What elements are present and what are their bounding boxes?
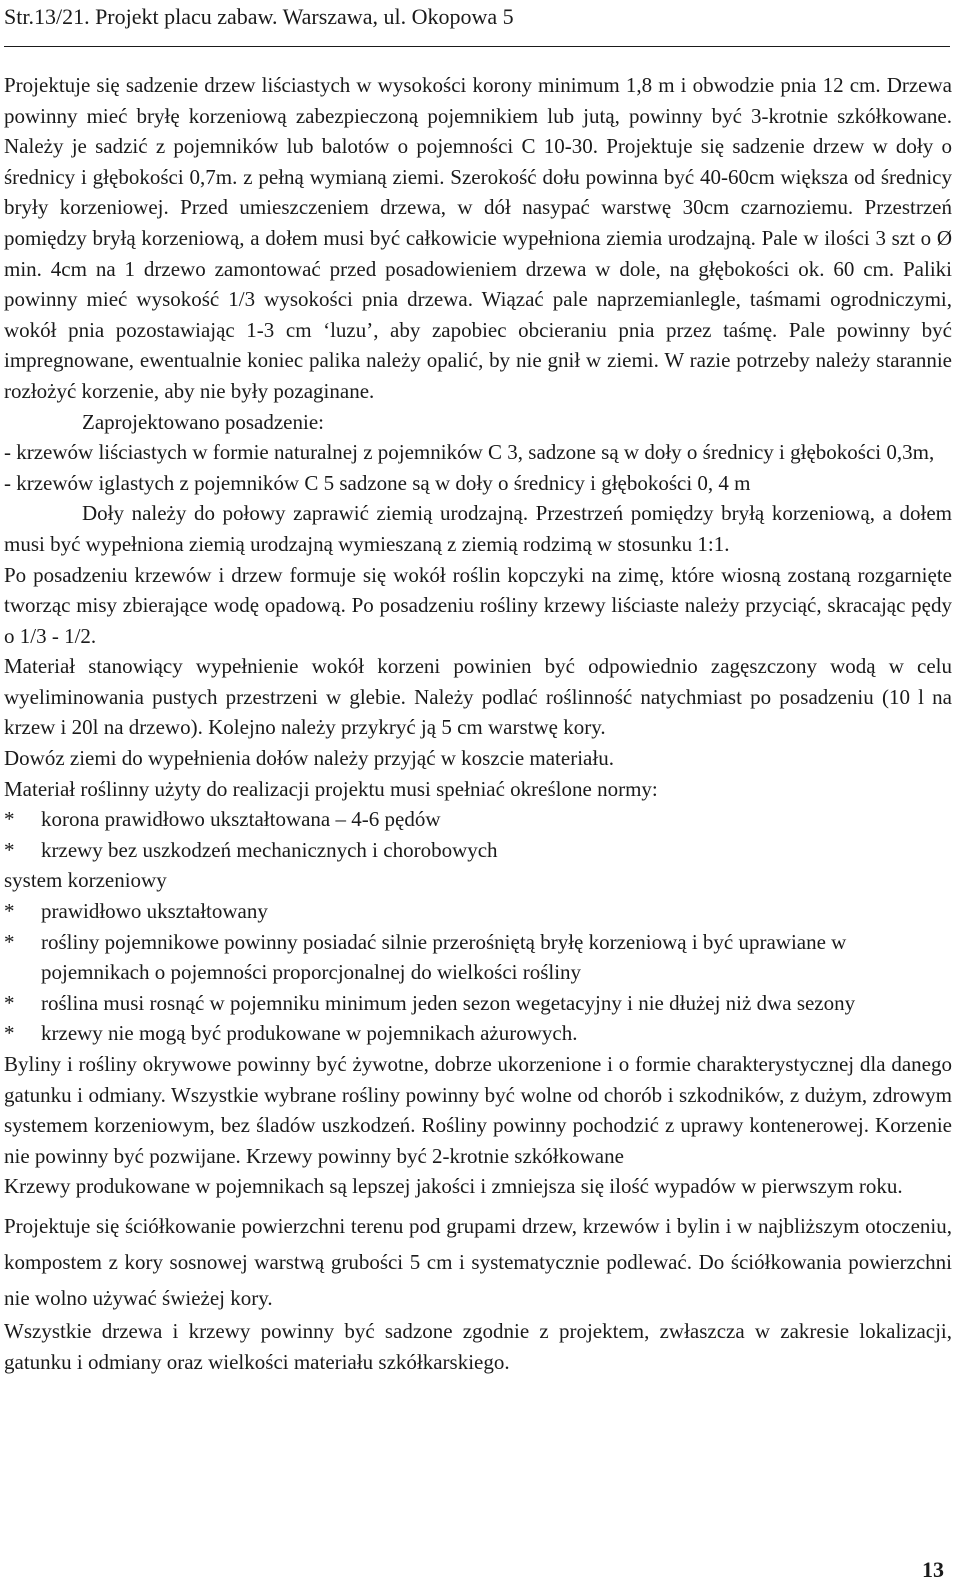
list-item-text: krzewy nie mogą być produkowane w pojemnikach ażurowych. — [41, 1021, 578, 1046]
bullet-star: * — [4, 837, 15, 862]
bullet-star: * — [4, 929, 15, 954]
list-item-text: roślina musi rosnąć w pojemniku minimum jeden sezon wegetacyjny i nie dłużej niż dwa sezony — [41, 990, 856, 1015]
paragraph-deciduous-shrubs: - krzewów liściastych w formie naturalnej z pojemników C 3, sadzone są w doły o średnicy i głębokości 0,3m, — [4, 440, 935, 465]
paragraph-watering: Materiał stanowiący wypełnienie wokół korzeni powinien być odpowiednio zagęszczony wodą w celu wyeliminowania pustych przestrzeni w glebie. Należy podlać roślinność natychmiast po posadzeniu (10 l na krzew i 20l na drzewo). Kolejno należy przykryć ją 5 cm warstwę kory. — [4, 654, 952, 740]
bullet-star: * — [4, 899, 15, 924]
list-item — [4, 835, 952, 866]
paragraph-pits: Doły należy do połowy zaprawić ziemią urodzajną. Przestrzeń pomiędzy bryłą korzeniową, a dołem musi być wypełniona ziemią urodzajną wymieszaną z ziemią rodzimą w stosunku 1:1. — [4, 501, 952, 556]
page-number: 13 — [922, 1557, 944, 1582]
paragraph-mulching: Projektuje się ściółkowanie powierzchni terenu pod grupami drzew, krzewów i bylin i w najbliższym otoczeniu, kompostem z kory sosnowej warstwą grubości 5 cm i systematycznie podlewać. Do ściółkowania powierzchni nie wolno używać świeżej kory. — [4, 1213, 952, 1310]
page-header: Str.13/21. Projekt placu zabaw. Warszawa, ul. Okopowa 5 — [4, 4, 514, 29]
list-item — [4, 804, 952, 835]
list-item — [4, 896, 952, 927]
paragraph-soil-delivery: Dowóz ziemi do wypełnienia dołów należy przyjąć w koszcie materiału. — [4, 746, 614, 771]
paragraph-root-system: system korzeniowy — [4, 868, 167, 893]
paragraph-final-note: Wszystkie drzewa i krzewy powinny być sadzone zgodnie z projektem, zwłaszcza w zakresie lokalizacji, gatunku i odmiany oraz wielkości materiału szkółkarskiego. — [4, 1318, 952, 1374]
document-body — [4, 70, 952, 1377]
list-item-text: korona prawidłowo ukształtowana – 4-6 pędów — [41, 807, 441, 832]
header-divider — [4, 46, 950, 47]
bullet-star: * — [4, 1021, 15, 1046]
bullet-star: * — [4, 807, 15, 832]
list-item-text: rośliny pojemnikowe powinny posiadać silnie przerośniętą bryłę korzeniową i być uprawiane w pojemnikach o pojemności proporcjonalnej do wielkości rośliny — [41, 929, 847, 985]
paragraph-mounds: Po posadzeniu krzewów i drzew formuje się wokół roślin kopczyki na zimę, które wiosną zostaną rozgarnięte tworząc misy zbierające wodę opadową. Po posadzeniu rośliny krzewy liściaste należy przyciąć, skracając pędy o 1/3 - 1/2. — [4, 562, 952, 648]
paragraph-tree-planting: Projektuje się sadzenie drzew liściastych w wysokości korony minimum 1,8 m i obwodzie pnia 12 cm. Drzewa powinny mieć bryłę korzeniową zabezpieczoną pojemnikiem lub jutą, powinny być 3-krotnie szkółkowane. Należy je sadzić z pojemników lub balotów o pojemności C 10-30. Projektuje się sadzenie drzew w doły o średnicy i głębokości 0,7m. z pełną wymianą ziemi. Szerokość dołu powinna być 40-60cm większa od średnicy bryły korzeniowej. Przed umieszczeniem drzewa, w dół nasypać warstwę 30cm czarnoziemu. Przestrzeń pomiędzy bryłą korzeniową, a dołem musi być całkowicie wypełniona ziemia urodzajną. Pale w ilości 3 szt o Ø min. 4cm na 1 drzewo zamontować przed posadowieniem drzewa w dole, na głębokości ok. 60 cm. Paliki powinny mieć wysokość 1/3 wysokości pnia drzewa. Wiązać pale naprzemianlegle, taśmami ogrodniczymi, wokół pnia pozostawiając 1-3 cm ‘luzu’, aby zapobiec obcieraniu pnia przez taśmę. Pale powinny być impregnowane, ewentualnie koniec palika należy opalić, by nie gnił w ziemi. W razie potrzeby należy starannie rozłożyć korzenie, aby nie były pozaginane. — [4, 73, 952, 403]
paragraph-heading-planting: Zaprojektowano posadzenie: — [82, 409, 324, 434]
paragraph-norms: Materiał roślinny użyty do realizacji projektu musi spełniać określone normy: — [4, 776, 658, 801]
paragraph-conifer-shrubs: - krzewów iglastych z pojemników C 5 sadzone są w doły o średnicy i głębokości 0, 4 m — [4, 470, 751, 495]
list-item-text: krzewy bez uszkodzeń mechanicznych i chorobowych — [41, 837, 498, 862]
list-item — [4, 988, 952, 1019]
paragraph-container-shrubs: Krzewy produkowane w pojemnikach są lepszej jakości i zmniejsza się ilość wypadów w pierwszym roku. — [4, 1174, 903, 1199]
list-item — [4, 927, 952, 988]
list-item — [4, 1018, 952, 1049]
list-item-text: prawidłowo ukształtowany — [41, 899, 268, 924]
bullet-star: * — [4, 990, 15, 1015]
paragraph-perennials: Byliny i rośliny okrywowe powinny być żywotne, dobrze ukorzenione i o formie charakterystycznej dla danego gatunku i odmiany. Wszystkie wybrane rośliny powinny być wolne od chorób i szkodników, z dużym, zdrowym systemem korzeniowym, bez śladów uszkodzeń. Rośliny powinny pochodzić z uprawy kontenerowej. Korzenie nie powinny być pozwijane. Krzewy powinny być 2-krotnie szkółkowane — [4, 1052, 952, 1168]
